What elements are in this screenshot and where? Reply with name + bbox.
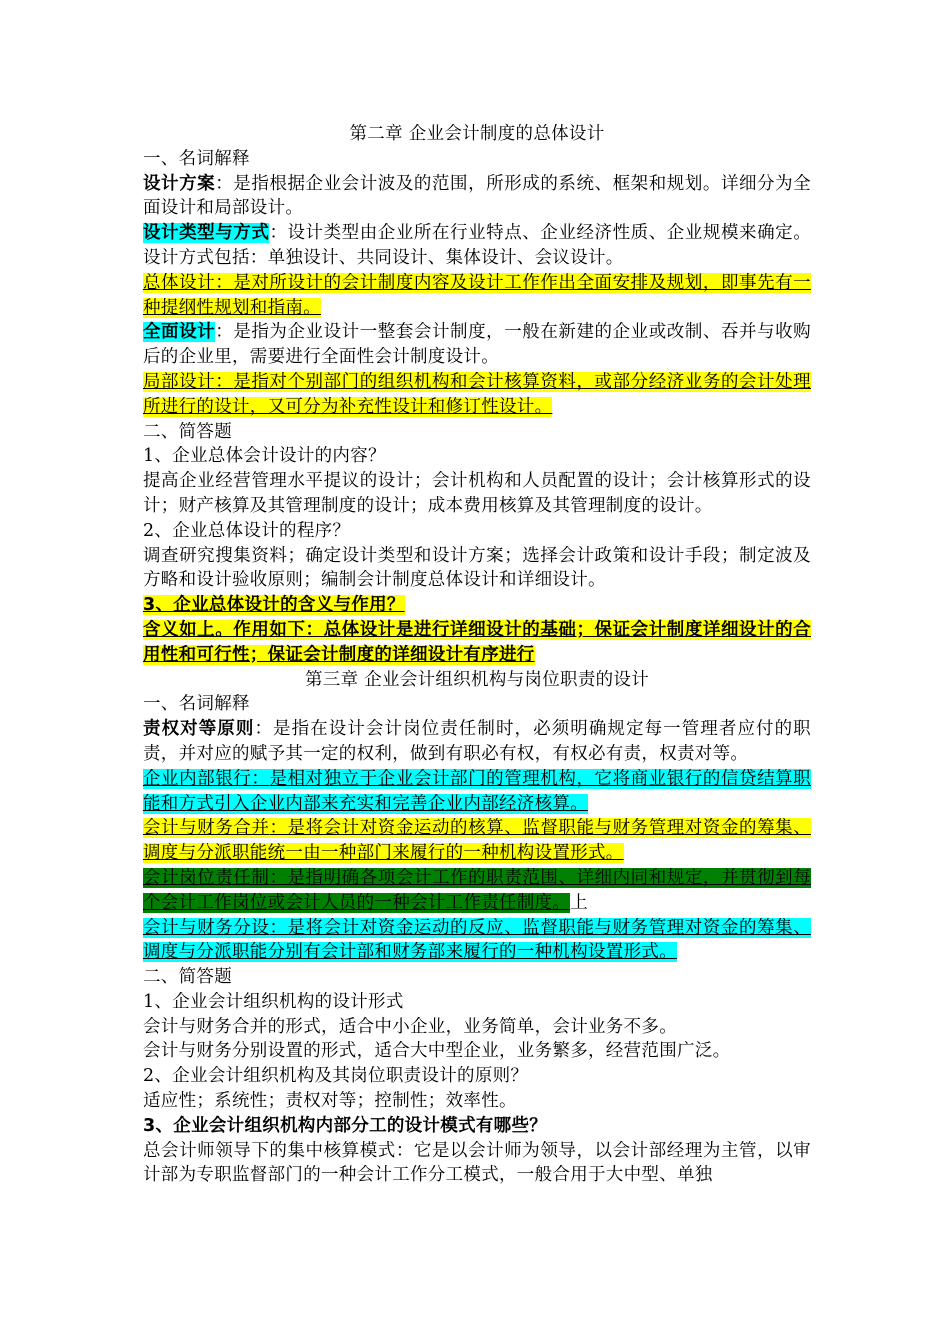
def-full-design: 全面设计：是指为企业设计一整套会计制度，一般在新建的企业或改制、吞并与收购后的企业里，需要进行全面性会计制度设计。 [143,322,811,368]
ch3-answer-1a: 会计与财务合并的形式，适合中小企业，业务简单，会计业务不多。 [143,1016,677,1037]
ch3-question-2: 2、企业会计组织机构及其岗位职责设计的原则？ [143,1066,529,1087]
def-partial-design: 局部设计：是指对个别部门的组织机构和会计核算资料，或部分经济业务的会计处理所进行的设计，又可分为补充性设计和修订性设计。 [143,371,811,417]
term: 局部设计 [143,371,216,392]
term: 全面设计 [143,322,216,343]
term: 会计与财务分设 [143,917,270,938]
def-post-responsibility: 会计岗位责任制：是指明确各项会计工作的职责范围、详细内同和规定，并贯彻到每个会计工作岗位或会计人员的一种会计工作责任制度。上 [143,867,811,913]
term: 会计与财务合并 [143,818,270,839]
term: 设计方案 [143,173,216,194]
term: 责权对等原则 [143,719,255,740]
question-1: 1、企业总体会计设计的内容？ [143,446,386,467]
def-design-plan: 设计方案：是指根据企业会计波及的范围，所形成的系统、框架和规划。详细分为全面设计和局部设计。 [143,173,811,219]
ch3-answer-3: 总会计师领导下的集中核算模式：它是以会计师为领导，以会计部经理为主管，以审计部为专职监督部门的一种会计工作分工模式，一般合用于大中型、单独 [143,1140,811,1186]
def-overall-design: 总体设计：是对所设计的会计制度内容及设计工作作出全面安排及规划，即事先有一种提纲性规划和指南。 [143,272,811,318]
def-responsibility-principle: 责权对等原则：是指在设计会计岗位责任制时，必须明确规定每一管理者应付的职责，并对应的赋予其一定的权利，做到有职必有权，有权必有责，权责对等。 [143,719,811,764]
ch3-question-1: 1、企业会计组织机构的设计形式 [143,991,404,1012]
term: 会计岗位责任制 [143,867,270,888]
term: 总体设计 [143,272,216,293]
def-merge: 会计与财务合并：是将会计对资金运动的核算、监督职能与财务管理对资金的筹集、调度与分派职能统一由一种部门来履行的一种机构设置形式。 [143,818,811,864]
ch3-question-3: 3、企业会计组织机构内部分工的设计模式有哪些？ [143,1115,548,1136]
chapter3-section1-heading: 一、名词解释 [143,694,250,715]
term: 企业内部银行 [143,768,252,789]
def-separate: 会计与财务分设：是将会计对资金运动的反应、监督职能与财务管理对资金的筹集、调度与分派职能分别有会计部和财务部来履行的一种机构设置形式。 [143,917,811,963]
term: 设计类型与方式 [143,223,270,244]
document-page [143,122,811,1188]
def-internal-bank: 企业内部银行：是相对独立于企业会计部门的管理机构，它将商业银行的信贷结算职能和方式引入企业内部来充实和完善企业内部经济核算。 [143,768,811,814]
answer-3: 含义如上。作用如下：总体设计是进行详细设计的基础；保证会计制度详细设计的合用性和可行性；保证会计制度的详细设计有序进行 [143,619,811,665]
ch3-answer-2: 适应性；系统性；责权对等；控制性；效率性。 [143,1091,517,1112]
chapter3-section2-heading: 二、简答题 [143,967,232,988]
answer-1: 提高企业经营管理水平提议的设计；会计机构和人员配置的设计；会计核算形式的设计；财产核算及其管理制度的设计；成本费用核算及其管理制度的设计。 [143,471,811,516]
question-2: 2、企业总体设计的程序？ [143,520,351,541]
answer-2: 调查研究搜集资料；确定设计类型和设计方案；选择会计政策和设计手段；制定波及方略和设计验收原则；编制会计制度总体设计和详细设计。 [143,545,811,591]
chapter2-section2-heading: 二、简答题 [143,421,232,442]
def-design-type: 设计类型与方式：设计类型由企业所在行业特点、企业经济性质、企业规模来确定。设计方式包括：单独设计、共同设计、集体设计、会议设计。 [143,223,811,268]
question-3: 3、企业总体设计的含义与作用？ [143,595,405,616]
ch3-answer-1b: 会计与财务分别设置的形式，适合大中型企业，业务繁多，经营范围广泛。 [143,1041,731,1062]
chapter2-title: 第二章 企业会计制度的总体设计 [349,124,605,144]
chapter2-section1-heading: 一、名词解释 [143,148,250,169]
chapter3-title: 第三章 企业会计组织机构与岗位职责的设计 [304,669,650,690]
